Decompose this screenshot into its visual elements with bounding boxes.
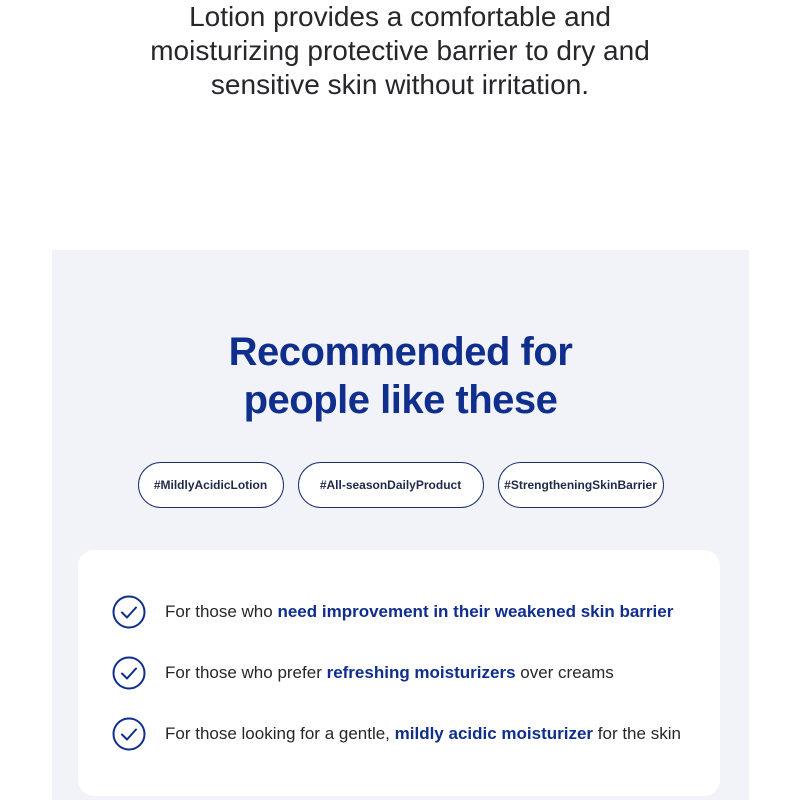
recommendation-card (78, 550, 720, 796)
check-circle-icon (112, 595, 146, 629)
section-title (52, 328, 749, 424)
description-line: sensitive skin without irritation. (210, 69, 590, 100)
list-item-text-plain: For those looking for a gentle, (165, 724, 395, 743)
check-circle-icon (112, 656, 146, 690)
list-item-text-plain: over creams (515, 663, 614, 682)
list-item-text (165, 724, 681, 744)
list-item-text-plain: For those who prefer (165, 663, 327, 682)
list-item (112, 717, 681, 751)
list-item-text (165, 602, 673, 622)
list-item (112, 656, 614, 690)
description-line: Lotion provides a comfortable and (189, 1, 611, 32)
list-item (112, 595, 673, 629)
list-item-text-plain: for the skin (593, 724, 681, 743)
hashtag-list (52, 462, 749, 508)
section-title-line: Recommended for (228, 330, 573, 374)
recommended-section (52, 250, 749, 800)
list-item-text (165, 663, 614, 683)
list-item-text-highlight: need improvement in their weakened skin barrier (277, 602, 674, 621)
section-title-line: people like these (243, 378, 558, 422)
hashtag-chip[interactable]: #StrengtheningSkinBarrier (498, 462, 664, 508)
check-circle-icon (112, 717, 146, 751)
list-item-text-highlight: refreshing moisturizers (326, 663, 516, 682)
list-item-text-highlight: mildly acidic moisturizer (394, 724, 594, 743)
hashtag-chip[interactable]: #All-seasonDailyProduct (298, 462, 484, 508)
product-description (0, 0, 800, 102)
list-item-text-plain: For those who (165, 602, 278, 621)
hashtag-chip[interactable]: #MildlyAcidicLotion (138, 462, 284, 508)
description-line: moisturizing protective barrier to dry and (150, 35, 650, 66)
